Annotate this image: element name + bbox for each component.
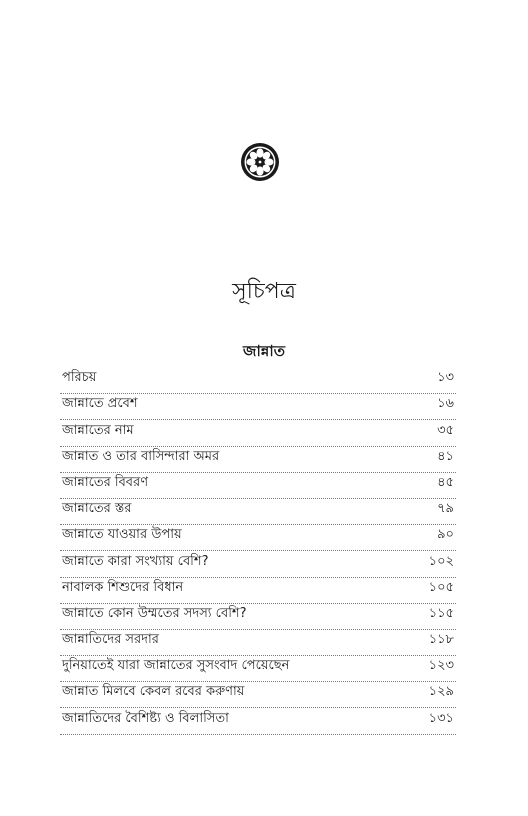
toc-entry-label: জান্নাতের নাম [62,422,134,438]
section-heading: জান্নাত [243,342,285,360]
table-of-contents [60,368,456,735]
floral-wheel-ornament-icon [240,142,280,182]
toc-entry [60,708,456,734]
toc-entry-page-number: ১৩ [437,370,454,386]
toc-entry [60,420,456,446]
toc-entry-label: জান্নাতের স্তর [62,501,132,517]
toc-entry [60,525,456,551]
toc-entry [60,604,456,630]
toc-entry-page-number: ৯০ [437,527,454,543]
toc-entry-label: জান্নাতে প্রবেশ [62,396,138,412]
toc-entry-page-number: ১৩১ [428,710,454,726]
toc-entry-page-number: ৪১ [437,448,454,464]
toc-entry-label: পরিচয় [62,370,97,386]
toc-entry-label: জান্নাতের বিবরণ [62,474,149,490]
toc-entry [60,368,456,394]
toc-entry-label: নাবালক শিশুদের বিধান [62,579,184,595]
toc-entry [60,630,456,656]
toc-entry-page-number: ১০২ [428,553,454,569]
toc-entry [60,551,456,577]
toc-entry-page-number: ১৬ [437,396,454,412]
toc-entry-page-number: ১১৫ [428,605,454,621]
toc-entry [60,578,456,604]
toc-entry-label: জান্নাতে যাওয়ার উপায় [62,527,182,543]
toc-entry-page-number: ১২৩ [428,658,454,674]
toc-entry-label: জান্নাত মিলবে কেবল রবের করুণায় [62,684,245,700]
toc-entry-page-number: ৩৫ [437,422,454,438]
toc-entry [60,394,456,420]
toc-entry-label: দুনিয়াতেই যারা জান্নাতের সুসংবাদ পেয়েছেন [62,658,290,674]
toc-entry-page-number: ১০৫ [428,579,454,595]
toc-entry-page-number: ৪৫ [437,474,454,490]
toc-entry-page-number: ১১৮ [428,632,454,648]
page-title: সূচিপত্র [232,279,296,304]
toc-entry-page-number: ৭৯ [437,501,454,517]
toc-entry-label: জান্নাত ও তার বাসিন্দারা অমর [62,448,220,464]
toc-entry [60,499,456,525]
toc-entry-label: জান্নাতিদের বৈশিষ্ট্য ও বিলাসিতা [62,710,229,726]
toc-entry [60,682,456,708]
toc-entry [60,473,456,499]
toc-entry-label: জান্নাতিদের সরদার [62,632,159,648]
toc-entry-label: জান্নাতে কারা সংখ্যায় বেশি? [62,553,209,569]
toc-entry-page-number: ১২৯ [428,684,454,700]
toc-entry-label: জান্নাতে কোন উম্মতের সদস্য বেশি? [62,605,247,621]
toc-entry [60,447,456,473]
toc-entry [60,656,456,682]
